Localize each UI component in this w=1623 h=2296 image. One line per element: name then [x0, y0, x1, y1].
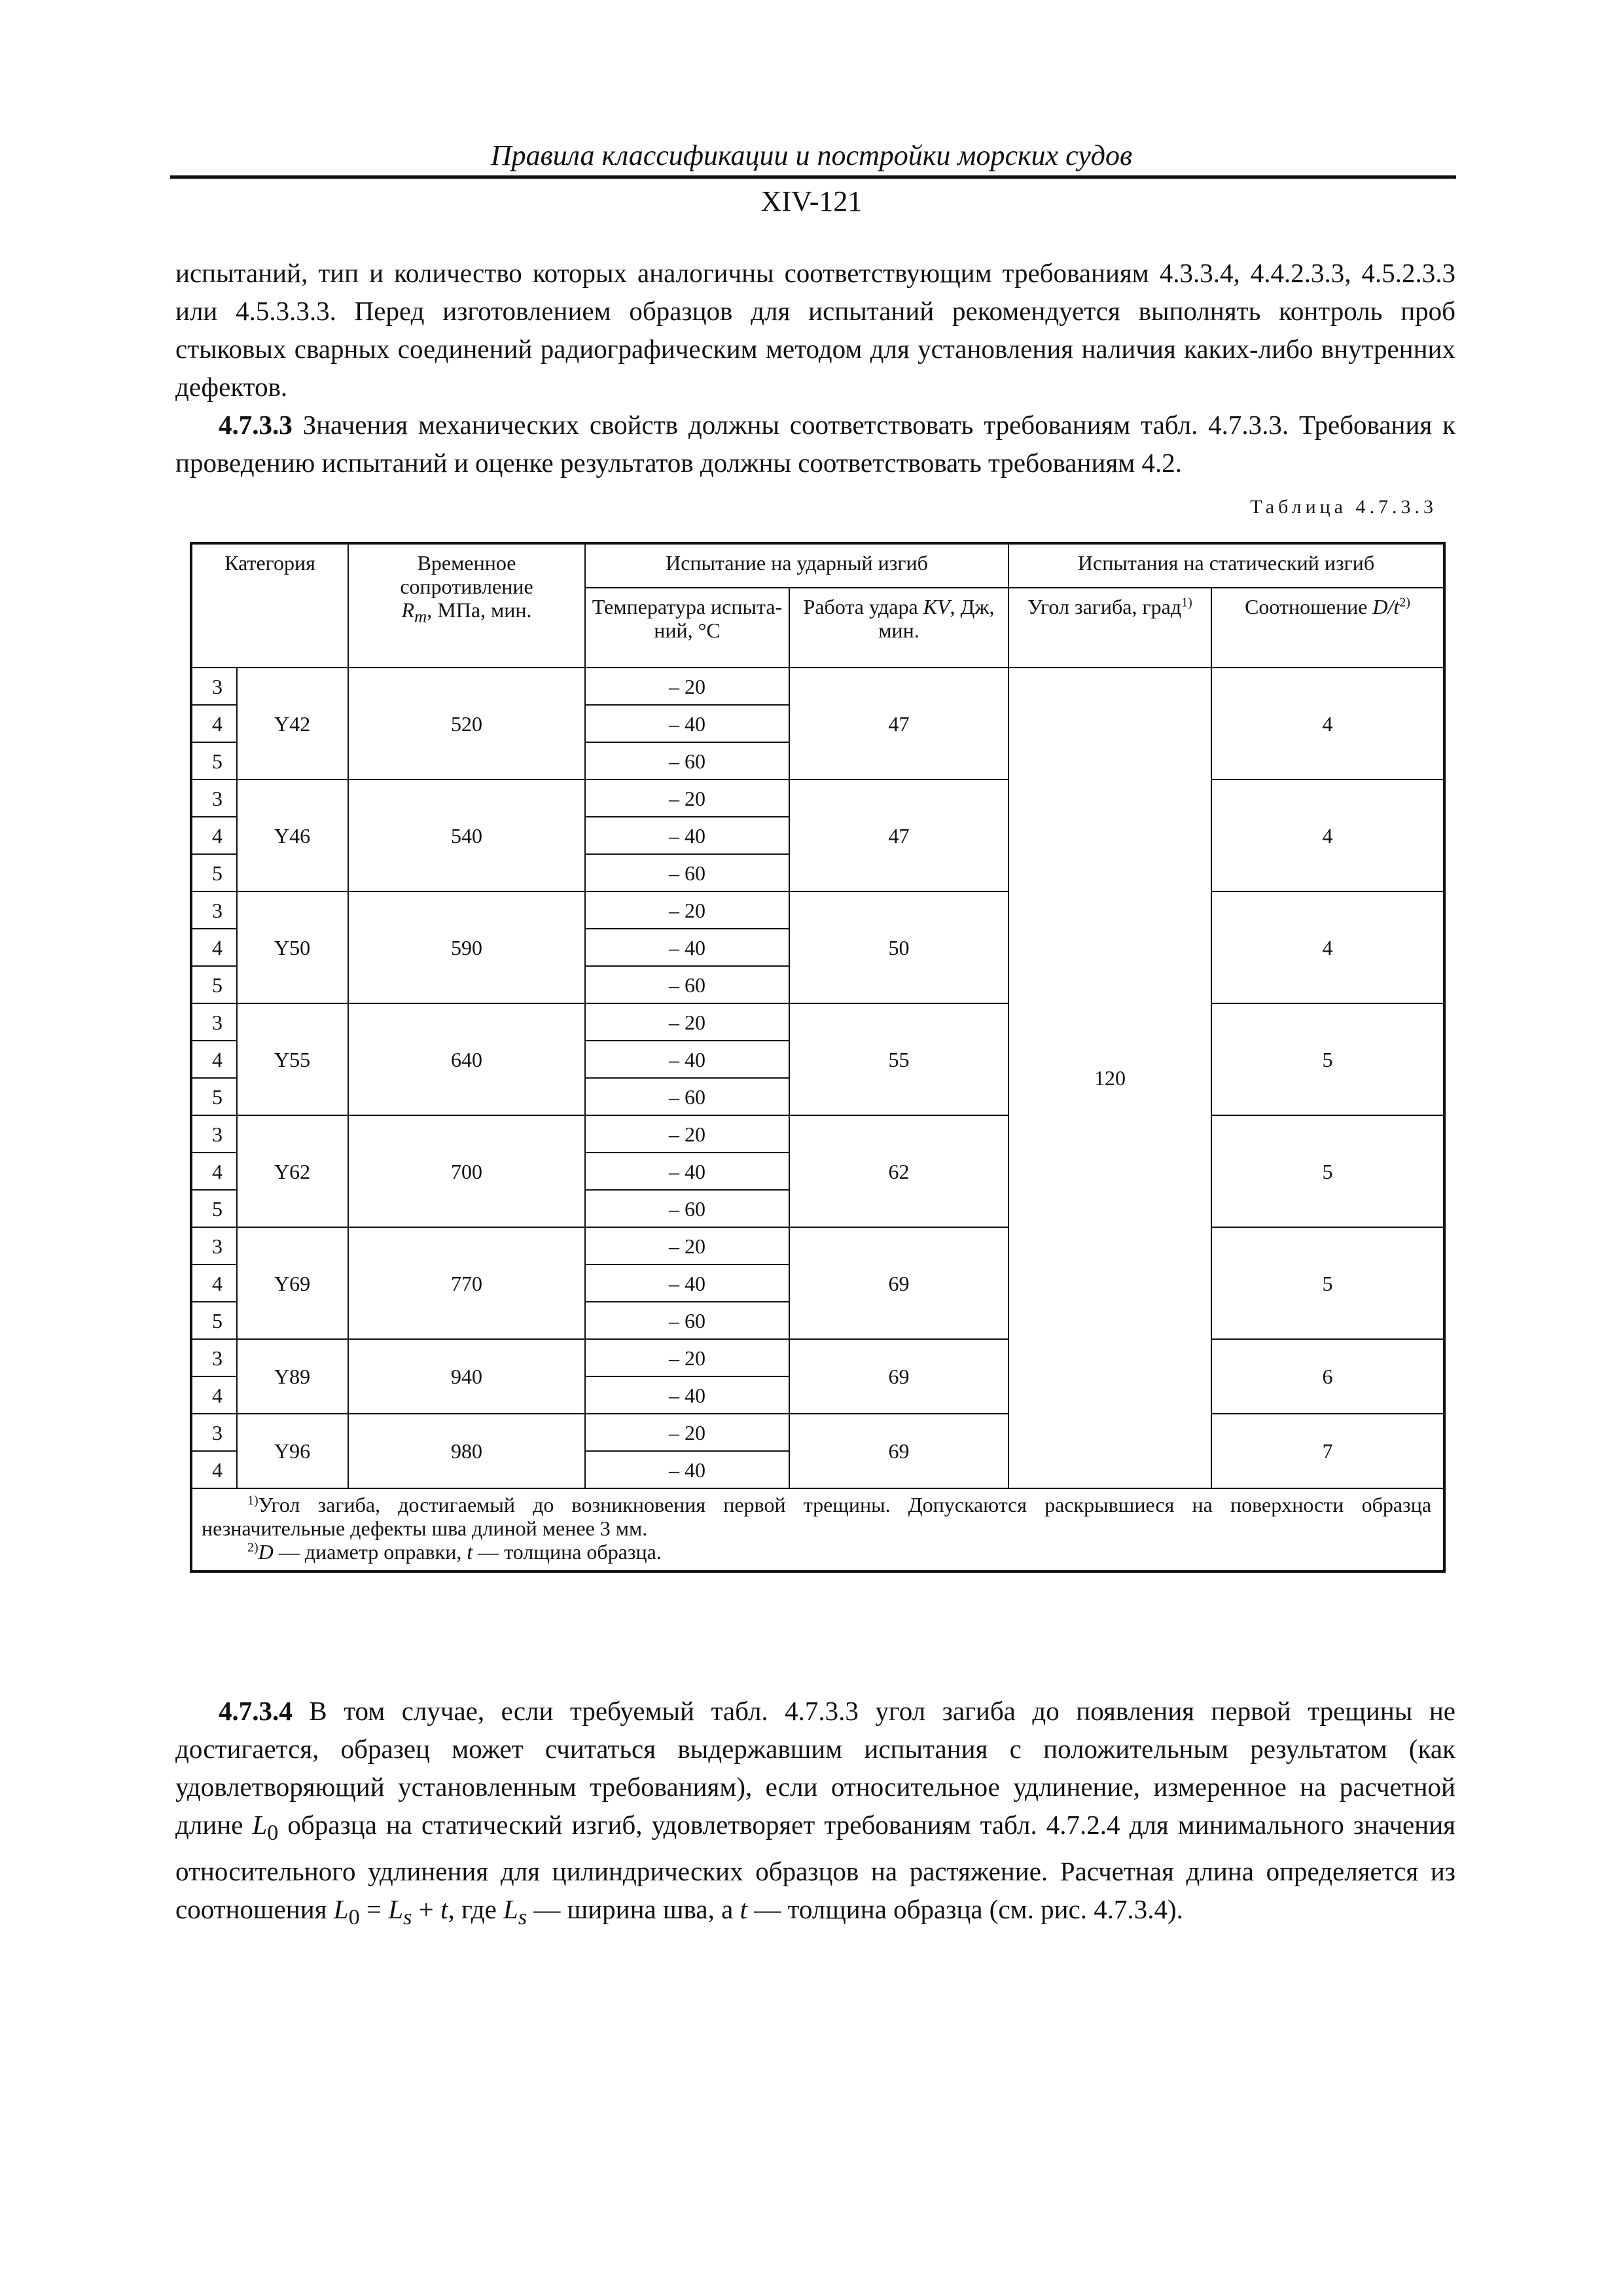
diameter-ratio-cell: 4 — [1211, 668, 1444, 780]
test-temperature-cell: – 40 — [585, 1376, 789, 1414]
table-row — [191, 1003, 1444, 1041]
category-cell: 5 — [191, 742, 237, 780]
diameter-ratio-cell: 4 — [1211, 891, 1444, 1003]
category-cell: 4 — [191, 1153, 237, 1190]
section-number: 4.7.3.3 — [219, 410, 293, 440]
header-category: Категория — [191, 543, 348, 668]
test-temperature-cell: – 60 — [585, 1302, 789, 1339]
grade-cell: Y69 — [237, 1227, 348, 1339]
category-cell: 5 — [191, 1190, 237, 1227]
grade-cell: Y46 — [237, 780, 348, 891]
tensile-strength-cell: 940 — [348, 1339, 585, 1414]
header-bend-test: Испытания на статический изгиб — [1008, 543, 1444, 588]
grade-cell: Y50 — [237, 891, 348, 1003]
category-cell: 5 — [191, 966, 237, 1003]
category-cell: 3 — [191, 1227, 237, 1265]
test-temperature-cell: – 20 — [585, 1115, 789, 1153]
grade-cell: Y89 — [237, 1339, 348, 1414]
table-row — [191, 780, 1444, 817]
header-rule — [170, 175, 1456, 179]
test-temperature-cell: – 60 — [585, 966, 789, 1003]
running-title: Правила классификации и постройки морских судов — [490, 139, 1133, 171]
category-cell: 3 — [191, 668, 237, 705]
diameter-ratio-cell: 5 — [1211, 1115, 1444, 1227]
category-cell: 5 — [191, 1078, 237, 1115]
impact-energy-cell: 50 — [789, 891, 1008, 1003]
tensile-strength-cell: 640 — [348, 1003, 585, 1115]
test-temperature-cell: – 40 — [585, 1041, 789, 1078]
header-diameter-ratio: Соотношение $D/t^{2)}$ — [1211, 588, 1444, 668]
grade-cell: Y55 — [237, 1003, 348, 1115]
diameter-ratio-cell: 7 — [1211, 1414, 1444, 1488]
impact-energy-cell: 47 — [789, 780, 1008, 891]
header-impact-test: Испытание на ударный изгиб — [585, 543, 1008, 588]
table-row — [191, 1414, 1444, 1451]
test-temperature-cell: – 20 — [585, 1003, 789, 1041]
category-cell: 4 — [191, 929, 237, 966]
test-temperature-cell: – 60 — [585, 742, 789, 780]
category-cell: 5 — [191, 854, 237, 891]
table-row — [191, 668, 1444, 705]
intro-paragraph: испытаний, тип и количество которых аналогичны соответствующим требованиям 4.3.3.4, 4.4.2.3.3, 4.5.2.3.3 или 4.5.3.3.3. Перед изготовлением образцов для испытаний рекомендуется выполнять контроль проб стыковых сварных соединений радиографическим методом для установления наличия каких-либо внутренних дефектов. — [175, 258, 1455, 402]
test-temperature-cell: – 40 — [585, 817, 789, 854]
impact-energy-cell: 47 — [789, 668, 1008, 780]
tensile-strength-cell: 770 — [348, 1227, 585, 1339]
impact-energy-cell: 69 — [789, 1227, 1008, 1339]
tensile-strength-cell: 590 — [348, 891, 585, 1003]
test-temperature-cell: – 20 — [585, 780, 789, 817]
footnote-1: $^{1)}$Угол загиба, достигаемый до возникновения первой трещины. Допускаются раскрывшиеся на поверхности образца незначительные дефекты шва длиной менее 3 мм. — [202, 1493, 1432, 1540]
test-temperature-cell: – 40 — [585, 1153, 789, 1190]
category-cell: 3 — [191, 1115, 237, 1153]
header-tensile-strength: Временное сопротивление $R_m$, МПа, мин. — [348, 543, 585, 668]
bend-angle-cell: 120 — [1008, 668, 1211, 1488]
table-row — [191, 1227, 1444, 1265]
header-impact-energy: Работа удара KV, Дж, мин. — [789, 588, 1008, 668]
grade-cell: Y96 — [237, 1414, 348, 1488]
test-temperature-cell: – 60 — [585, 854, 789, 891]
table-caption: Таблица 4.7.3.3 — [1250, 496, 1437, 518]
category-cell: 4 — [191, 817, 237, 854]
test-temperature-cell: – 20 — [585, 1339, 789, 1376]
test-temperature-cell: – 60 — [585, 1190, 789, 1227]
category-cell: 3 — [191, 1339, 237, 1376]
header-bend-angle: Угол загиба, град$^{1)}$ — [1008, 588, 1211, 668]
test-temperature-cell: – 40 — [585, 1451, 789, 1488]
diameter-ratio-cell: 6 — [1211, 1339, 1444, 1414]
category-cell: 4 — [191, 1451, 237, 1488]
category-cell: 5 — [191, 1302, 237, 1339]
test-temperature-cell: – 20 — [585, 1414, 789, 1451]
table-row — [191, 1339, 1444, 1376]
category-cell: 4 — [191, 1041, 237, 1078]
impact-energy-cell: 62 — [789, 1115, 1008, 1227]
page-number: XIV-121 — [760, 185, 863, 217]
table-row — [191, 1115, 1444, 1153]
test-temperature-cell: – 40 — [585, 929, 789, 966]
category-cell: 4 — [191, 705, 237, 742]
paragraph-text: Значения механических свойств должны соответствовать требованиям табл. 4.7.3.3. Требования к проведению испытаний и оценке результатов должны соответствовать требованиям 4.2. — [175, 410, 1455, 478]
footnote-2: $^{2)}$D — диаметр оправки, t — толщина образца. — [247, 1540, 662, 1564]
tensile-strength-cell: 980 — [348, 1414, 585, 1488]
category-cell: 4 — [191, 1376, 237, 1414]
category-cell: 3 — [191, 1414, 237, 1451]
test-temperature-cell: – 60 — [585, 1078, 789, 1115]
section-number: 4.7.3.4 — [219, 1696, 293, 1726]
category-cell: 4 — [191, 1265, 237, 1302]
test-temperature-cell: – 20 — [585, 1227, 789, 1265]
grade-cell: Y42 — [237, 668, 348, 780]
diameter-ratio-cell: 5 — [1211, 1227, 1444, 1339]
category-cell: 3 — [191, 1003, 237, 1041]
paragraph-4-7-3-4: 4.7.3.4 В том случае, если требуемый табл. 4.7.3.3 угол загиба до появления первой трещины не достигается, образец может считаться выдержавшим испытания с положительным результатом (как удовлетворяющий установленным требованиям), если относительное удлинение, измеренное на расчетной длине $L_0$ образца на статический изгиб, удовлетворяет требованиям табл. 4.7.2.4 для минимального значения относительного удлинения для цилиндрических образцов на растяжение. Расчетная длина определяется из соотношения $L_0 = L_s + t$, где $L_s$ — ширина шва, а t — толщина образца (см. рис. 4.7.3.4). — [175, 1696, 1455, 1930]
impact-energy-cell: 69 — [789, 1339, 1008, 1414]
table-row — [191, 891, 1444, 929]
impact-energy-cell: 55 — [789, 1003, 1008, 1115]
diameter-ratio-cell: 4 — [1211, 780, 1444, 891]
header-test-temperature: Температура испыта-ний, °C — [585, 588, 789, 668]
tensile-strength-cell: 700 — [348, 1115, 585, 1227]
test-temperature-cell: – 40 — [585, 705, 789, 742]
impact-energy-cell: 69 — [789, 1414, 1008, 1488]
category-cell: 3 — [191, 780, 237, 817]
grade-cell: Y62 — [237, 1115, 348, 1227]
mechanical-properties-table — [190, 542, 1446, 1573]
table-footnotes — [191, 1488, 1444, 1571]
category-cell: 3 — [191, 891, 237, 929]
test-temperature-cell: – 20 — [585, 668, 789, 705]
tensile-strength-cell: 520 — [348, 668, 585, 780]
paragraph-4-7-3-3 — [175, 406, 1455, 482]
test-temperature-cell: – 20 — [585, 891, 789, 929]
tensile-strength-cell: 540 — [348, 780, 585, 891]
test-temperature-cell: – 40 — [585, 1265, 789, 1302]
diameter-ratio-cell: 5 — [1211, 1003, 1444, 1115]
